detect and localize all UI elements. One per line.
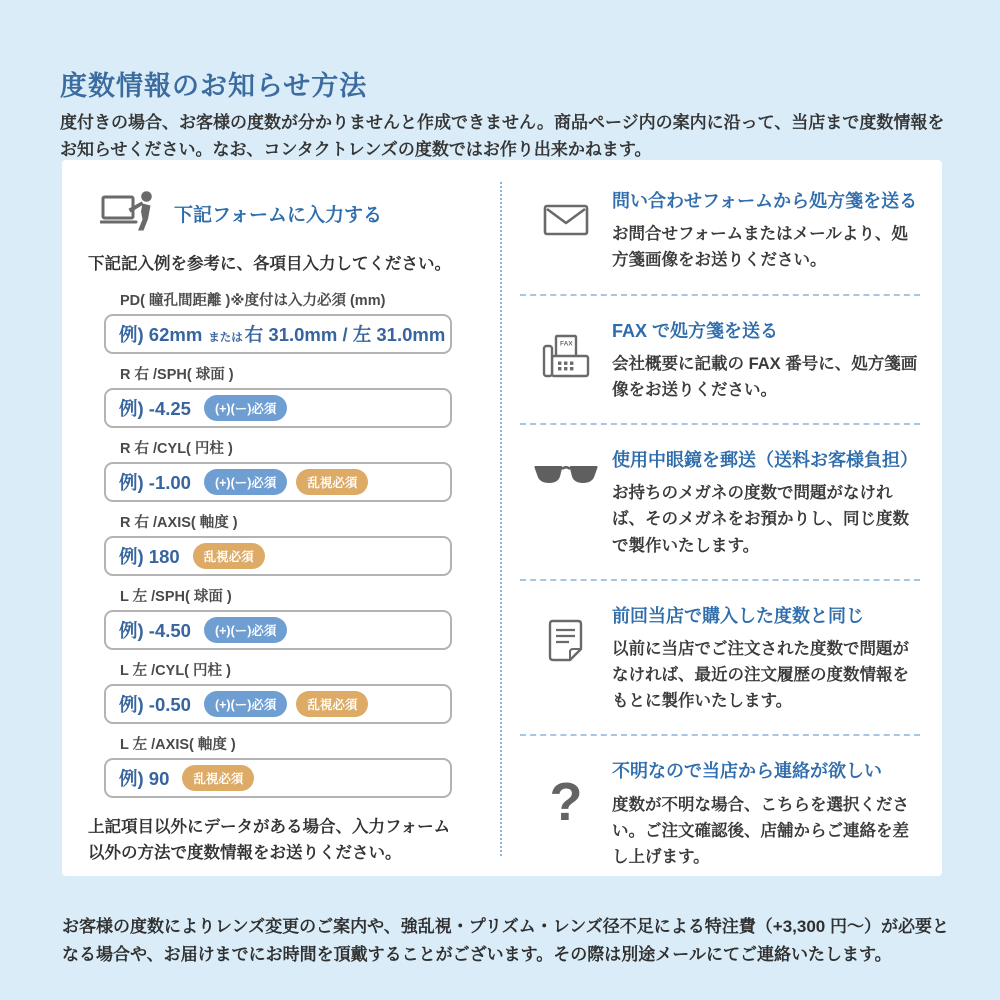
example-input-box	[104, 684, 452, 724]
field-label: R 右 /SPH( 球面 )	[120, 367, 234, 383]
method-body: お問合せフォームまたはメールより、処方箋画像をお送りください。	[612, 225, 908, 270]
form-instruction: 下記記入例を参考に、各項目入力してください。	[88, 255, 451, 273]
method-title: 前回当店で購入した度数と同じ	[612, 605, 864, 626]
badge-plus_minus: (+)(ー)必須	[204, 617, 287, 643]
example-input-box	[104, 388, 452, 428]
method-item	[520, 425, 920, 581]
method-text	[612, 320, 920, 404]
method-icon	[520, 605, 612, 715]
field-label: PD( 瞳孔間距離 )※度付は入力必須 (mm)	[120, 293, 386, 309]
presentation-icon	[100, 189, 156, 238]
method-title: 問い合わせフォームから処方箋を送る	[612, 191, 918, 211]
method-item	[520, 296, 920, 426]
form-section-title: 下記フォームに入力する	[174, 204, 383, 226]
example-fields	[104, 292, 452, 798]
method-item	[520, 160, 920, 296]
fax-icon	[541, 334, 591, 380]
envelope-icon	[543, 204, 589, 236]
presentation-icon	[100, 189, 156, 233]
method-item	[520, 736, 920, 890]
field-group	[104, 588, 452, 650]
footer-notice: お客様の度数によりレンズ変更のご案内や、強乱視・プリズム・レンズ径不足による特注費（+3,300 円～）が必要となる場合や、お届けまでにお時間を頂戴することがございます。その際は別途メールにてご連絡いたします。	[62, 917, 949, 965]
example-value: 例) -4.25	[119, 398, 191, 419]
badge-astigmatism: 乱視必須	[193, 543, 265, 569]
example-value: 例) 180	[119, 546, 180, 567]
field-label: L 左 /CYL( 円柱 )	[120, 663, 231, 679]
method-body: 会社概要に記載の FAX 番号に、処方箋画像をお送りください。	[612, 354, 918, 399]
method-body: 度数が不明な場合、こちらを選択ください。ご注文確認後、店舗からご連絡を差し上げます。	[612, 795, 909, 866]
example-value: 例) -0.50	[119, 694, 191, 715]
badge-astigmatism: 乱視必須	[296, 691, 368, 717]
method-body: お持ちのメガネの度数で問題がなければ、そのメガネをお預かりし、同じ度数で製作いたします。	[612, 484, 909, 555]
method-text	[612, 190, 920, 274]
info-panel	[62, 160, 942, 876]
method-text	[612, 449, 920, 559]
example-input-box	[104, 758, 452, 798]
glasses-icon	[533, 463, 599, 487]
method-icon	[520, 190, 612, 274]
field-group	[104, 366, 452, 428]
field-group	[104, 292, 452, 354]
method-title: 不明なので当店から連絡が欲しい	[612, 761, 882, 782]
example-value: 例) 62mm または 右 31.0mm / 左 31.0mm	[119, 324, 446, 345]
field-label: R 右 /CYL( 円柱 )	[120, 441, 233, 457]
example-value: 例) 90	[119, 768, 170, 789]
method-icon	[520, 760, 612, 870]
example-value: 例) -1.00	[119, 472, 191, 493]
methods-column	[500, 160, 942, 876]
example-value: 例) -4.50	[119, 620, 191, 641]
badge-astigmatism: 乱視必須	[296, 469, 368, 495]
example-input-box	[104, 462, 452, 502]
method-icon	[520, 449, 612, 559]
method-title: FAX で処方箋を送る	[612, 320, 779, 341]
method-text	[612, 760, 920, 870]
document-icon	[545, 619, 587, 665]
example-input-box	[104, 536, 452, 576]
field-group	[104, 514, 452, 576]
form-column	[62, 160, 500, 876]
field-label: L 左 /SPH( 球面 )	[120, 589, 232, 605]
intro-text: 度付きの場合、お客様の度数が分かりませんと作成できません。商品ページ内の案内に沿って、当店まで度数情報をお知らせください。なお、コンタクトレンズの度数ではお作り出来かねます。	[60, 113, 945, 160]
badge-plus_minus: (+)(ー)必須	[204, 469, 287, 495]
badge-plus_minus: (+)(ー)必須	[204, 691, 287, 717]
badge-plus_minus: (+)(ー)必須	[204, 395, 287, 421]
svg-text:FAX: FAX	[560, 340, 573, 348]
method-body: 以前に当店でご注文された度数で問題がなければ、最近の注文履歴の度数情報をもとに製作いたします。	[612, 640, 909, 711]
form-header	[100, 190, 500, 236]
form-note: 上記項目以外にデータがある場合、入力フォーム以外の方法で度数情報をお送りください。	[88, 818, 451, 863]
field-group	[104, 662, 452, 724]
example-input-box	[104, 610, 452, 650]
method-item	[520, 581, 920, 737]
example-input-box	[104, 314, 452, 354]
field-group	[104, 440, 452, 502]
field-label: L 左 /AXIS( 軸度 )	[120, 737, 236, 753]
method-title: 使用中眼鏡を郵送（送料お客様負担）	[612, 450, 918, 471]
method-text	[612, 605, 920, 715]
page-title: 度数情報のお知らせ方法	[60, 71, 368, 102]
field-label: R 右 /AXIS( 軸度 )	[120, 515, 238, 531]
badge-astigmatism: 乱視必須	[182, 765, 254, 791]
field-group	[104, 736, 452, 798]
method-icon	[520, 320, 612, 404]
question-icon: ?	[549, 772, 583, 833]
